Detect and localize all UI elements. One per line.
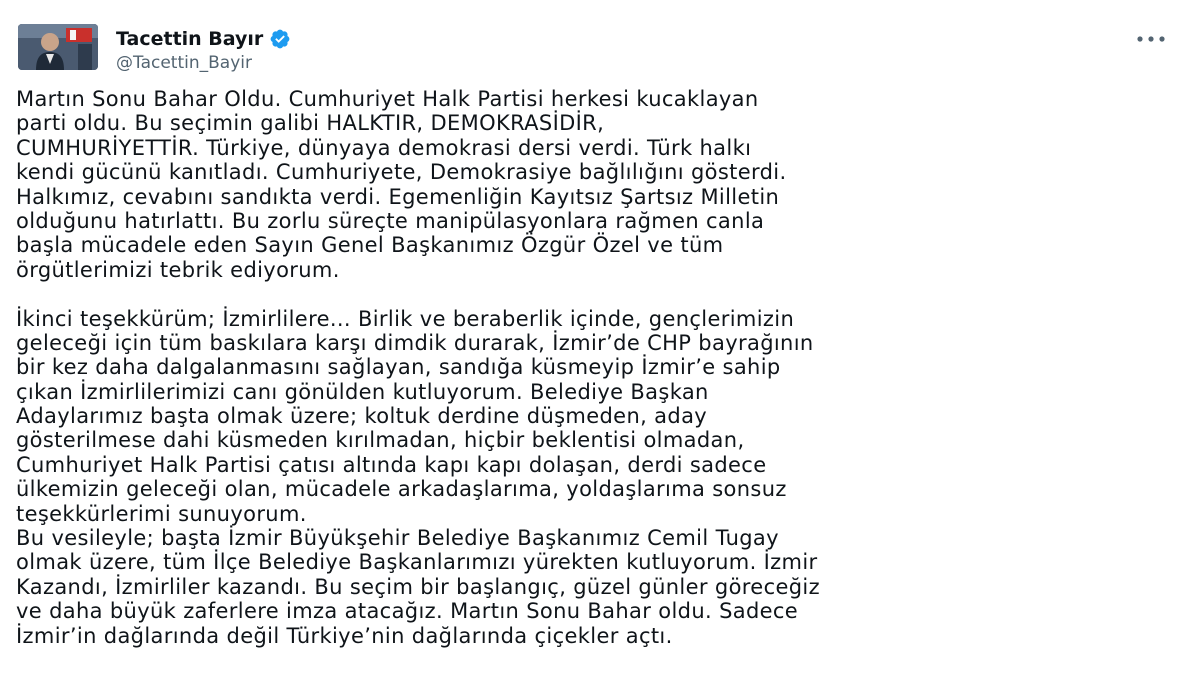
more-horizontal-icon[interactable] [1134, 26, 1168, 52]
tweet-line: kendi gücünü kanıtladı. Cumhuriyete, Demokrasiye bağlılığını gösterdi. [16, 160, 787, 185]
tweet-line: Adaylarımız başta olmak üzere; koltuk derdine düşmeden, aday [16, 404, 708, 429]
tweet-line: Cumhuriyet Halk Partisi çatısı altında kapı kapı dolaşan, derdi sadece [16, 452, 767, 477]
tweet-line: bir kez daha dalgalanmasını sağlayan, sandığa küsmeyip İzmir’e sahip [16, 355, 781, 380]
avatar[interactable] [18, 24, 98, 70]
tweet-line: olmak üzere, tüm İlçe Belediye Başkanlarımızı yürekten kutluyorum. İzmir [16, 550, 818, 575]
author-names [116, 26, 291, 73]
author-handle[interactable]: @Tacettin_Bayir [116, 53, 252, 73]
tweet-line: gösterilmese dahi küsmeden kırılmadan, hiçbir beklentisi olmadan, [16, 428, 745, 453]
paragraph-spacer [16, 282, 1186, 306]
tweet-line: parti oldu. Bu seçimin galibi HALKTIR, DEMOKRASİDİR, [16, 111, 605, 136]
display-name-row [116, 26, 291, 52]
tweet-line: geleceği için tüm baskılara karşı dimdik durarak, İzmir’de CHP bayrağının [16, 330, 814, 355]
tweet-line: ülkemizin geleceği olan, mücadele arkadaşlarıma, yoldaşlarıma sonsuz [16, 477, 787, 502]
tweet-line: çıkan İzmirlilerimizi canı gönülden kutluyorum. Belediye Başkan [16, 379, 709, 404]
tweet-line: İzmir’in dağlarında değil Türkiye’nin dağlarında çiçekler açtı. [16, 623, 673, 648]
tweet-line: olduğunu hatırlattı. Bu zorlu süreçte manipülasyonlara rağmen canla [16, 208, 765, 233]
tweet-line: Bu vesileyle; başta İzmir Büyükşehir Belediye Başkanımız Cemil Tugay [16, 526, 779, 551]
tweet-line: Halkımız, cevabını sandıkta verdi. Egemenliğin Kayıtsız Şartsız Milletin [16, 184, 780, 209]
tweet-line: teşekkürlerimi sunuyorum. [16, 501, 307, 526]
tweet-line: Martın Sonu Bahar Oldu. Cumhuriyet Halk Partisi herkesi kucaklayan [16, 87, 759, 111]
tweet-line: başla mücadele eden Sayın Genel Başkanımız Özgür Özel ve tüm [16, 233, 724, 258]
tweet-line: ve daha büyük zaferlere imza atacağız. Martın Sonu Bahar oldu. Sadece [16, 599, 799, 624]
tweet-line: örgütlerimizi tebrik ediyorum. [16, 257, 340, 282]
tweet-line: İkinci teşekkürüm; İzmirlilere... Birlik ve beraberlik içinde, gençlerimizin [16, 306, 795, 331]
tweet-header [18, 24, 1182, 76]
display-name[interactable]: Tacettin Bayır [116, 28, 264, 50]
tweet-line: Kazandı, İzmirliler kazandı. Bu seçim bir başlangıç, güzel günler göreceğiz [16, 574, 820, 599]
tweet-text [16, 87, 1186, 648]
verified-badge-icon [269, 28, 291, 50]
tweet-line: CUMHURİYETTİR. Türkiye, dünyaya demokrasi dersi verdi. Türk halkı [16, 135, 752, 160]
